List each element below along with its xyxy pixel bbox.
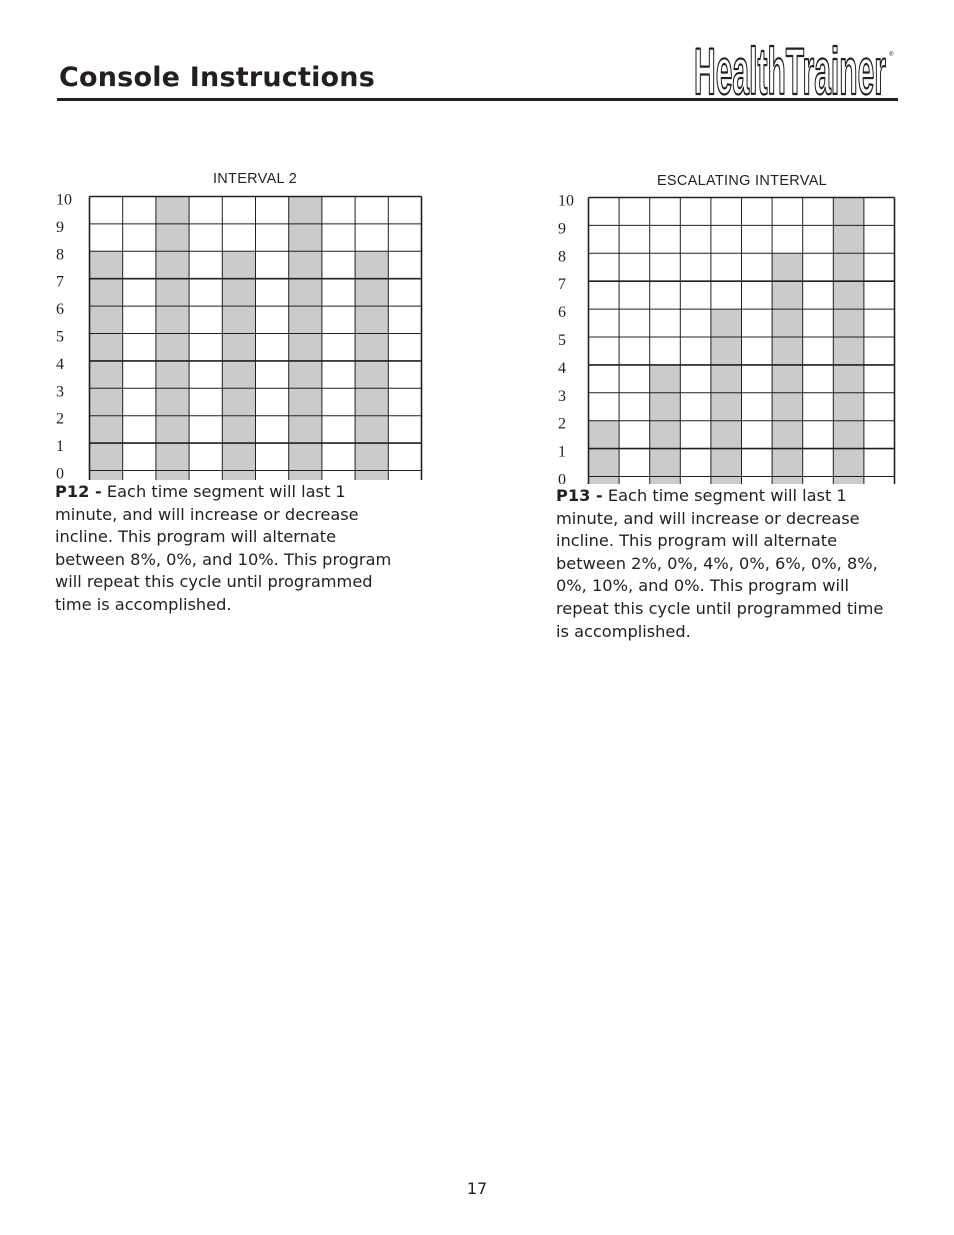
y-tick-label: 9 bbox=[56, 218, 64, 236]
bar-segment bbox=[650, 365, 681, 484]
y-tick-label: 2 bbox=[558, 415, 566, 433]
page-title: Console Instructions bbox=[59, 62, 375, 93]
bar-segment bbox=[90, 251, 123, 480]
y-tick-label: 7 bbox=[558, 276, 566, 294]
y-tick-label: 10 bbox=[558, 192, 574, 210]
y-tick-label: 0 bbox=[56, 465, 64, 480]
svg-text:®: ® bbox=[889, 52, 894, 58]
y-tick-label: 1 bbox=[558, 443, 566, 461]
header-rule bbox=[57, 98, 898, 101]
y-tick-label: 6 bbox=[56, 301, 64, 319]
y-tick-label: 4 bbox=[558, 359, 566, 377]
y-tick-label: 4 bbox=[56, 355, 64, 373]
y-tick-label: 10 bbox=[56, 191, 72, 209]
bar-segment bbox=[589, 421, 620, 484]
program-description-p13 bbox=[556, 485, 901, 643]
program-code: P12 - bbox=[55, 482, 102, 501]
bar-segment bbox=[222, 251, 255, 480]
program-text: Each time segment will last 1 minute, and will increase or decrease incline. This program will alternate between 2%, 0%, 4%, 0%, 6%, 0%, 8%, 0%, 10%, and 0%. This program will repeat this cycle until programmed time is accomplished. bbox=[556, 486, 884, 641]
page-number: 17 bbox=[466, 1179, 488, 1198]
y-tick-label: 3 bbox=[56, 383, 64, 401]
y-tick-label: 8 bbox=[558, 248, 566, 266]
y-tick-label: 0 bbox=[558, 471, 566, 484]
program-description-p12 bbox=[55, 481, 395, 617]
bar-segment bbox=[156, 197, 189, 481]
y-tick-label: 2 bbox=[56, 410, 64, 428]
y-tick-label: 3 bbox=[558, 387, 566, 405]
y-tick-label: 5 bbox=[558, 332, 566, 349]
incline-chart-escalating-interval bbox=[550, 192, 900, 484]
incline-chart-interval-2 bbox=[50, 190, 430, 480]
program-code: P13 - bbox=[556, 486, 603, 505]
bar-segment bbox=[833, 198, 864, 485]
healthtrainer-logo bbox=[692, 42, 898, 98]
bar-segment bbox=[355, 251, 388, 480]
chart-title-escalating-interval: ESCALATING INTERVAL bbox=[656, 173, 828, 189]
y-tick-label: 5 bbox=[56, 328, 64, 346]
chart-title-interval-2: INTERVAL 2 bbox=[212, 171, 298, 187]
svg-text:HealthTrainer: HealthTrainer bbox=[694, 42, 886, 98]
y-tick-label: 9 bbox=[558, 220, 566, 238]
y-tick-label: 6 bbox=[558, 304, 566, 322]
y-tick-label: 1 bbox=[56, 438, 64, 456]
program-text: Each time segment will last 1 minute, and will increase or decrease incline. This program will alternate between 8%, 0%, and 10%. This program will repeat this cycle until programmed time is accomplished. bbox=[55, 482, 392, 614]
y-tick-label: 8 bbox=[56, 246, 64, 264]
bar-segment bbox=[289, 197, 322, 481]
y-tick-label: 7 bbox=[56, 273, 64, 291]
bar-segment bbox=[711, 309, 742, 484]
